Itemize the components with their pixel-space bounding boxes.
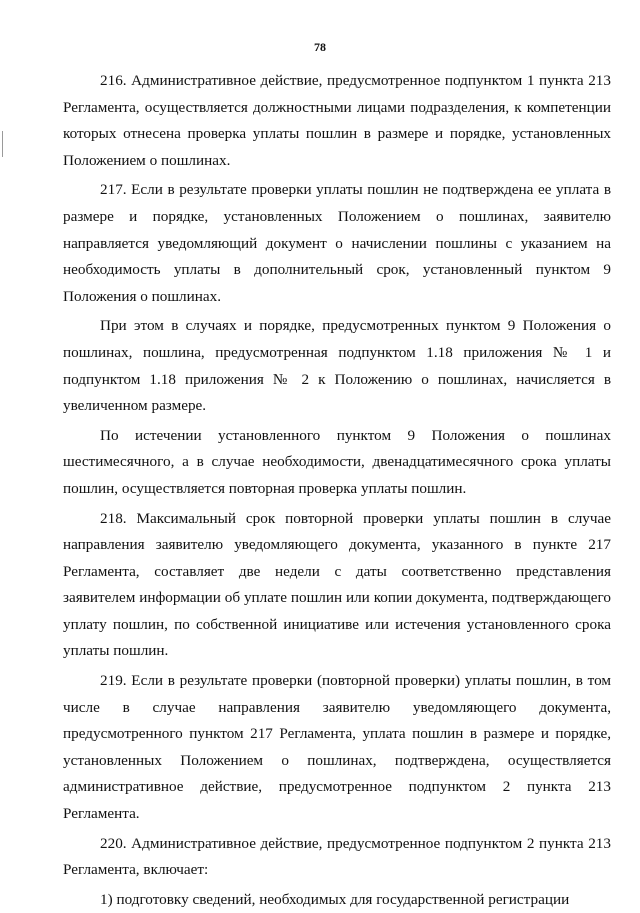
paragraph-217-increased-fee: При этом в случаях и порядке, предусмотренных пунктом 9 Положения о пошлинах, пошлина, предусмотренная подпунктом 1.18 приложения № 1 и подпунктом 1.18 приложения № 2 к Положению о пошлинах, начисляется в увеличенном размере.: [63, 317, 611, 415]
paragraph-220: 220. Административное действие, предусмотренное подпунктом 2 пункта 213 Регламента, включает:: [63, 834, 611, 879]
paragraph-218: 218. Максимальный срок повторной проверки уплаты пошлин в случае направления заявителю уведомляющего документа, указанного в пункте 217 Регламента, составляет две недели с даты соответственно представления заявителем информации об уплате пошлин или копии документа, подтверждающего уплату пошлин, по собственной инициативе или истечения установленного срока уплаты пошлин.: [63, 509, 611, 660]
paragraph-219: 219. Если в результате проверки (повторной проверки) уплаты пошлин, в том числе в случае направления заявителю уведомляющего документа, предусмотренного пунктом 217 Регламента, уплата пошлин в размере и порядке, установленных Положением о пошлинах, подтверждена, осуществляется административное действие, предусмотренное подпунктом 2 пункта 213 Регламента.: [63, 672, 611, 823]
page-number: 78: [314, 40, 326, 54]
paragraph-217-repeat-check: По истечении установленного пунктом 9 Положения о пошлинах шестимесячного, а в случае необходимости, двенадцатимесячного срока уплаты пошлин, осуществляется повторная проверка уплаты пошлин.: [63, 426, 611, 497]
paragraph-217: 217. Если в результате проверки уплаты пошлин не подтверждена ее уплата в размере и порядке, установленных Положением о пошлинах, заявителю направляется уведомляющий документ о начислении пошлины с указанием на необходимость уплаты в дополнительный срок, установленный пунктом 9 Положения о пошлинах.: [63, 181, 611, 305]
scan-edge-mark: [2, 131, 3, 157]
paragraph-216: 216. Административное действие, предусмотренное подпунктом 1 пункта 213 Регламента, осуществляется должностными лицами подразделения, к компетенции которых отнесена проверка уплаты пошлин в размере и порядке, установленных Положением о пошлинах.: [63, 72, 611, 169]
paragraph-220-item-1: 1) подготовку сведений, необходимых для государственной регистрации: [100, 890, 570, 908]
document-body: [63, 68, 611, 913]
